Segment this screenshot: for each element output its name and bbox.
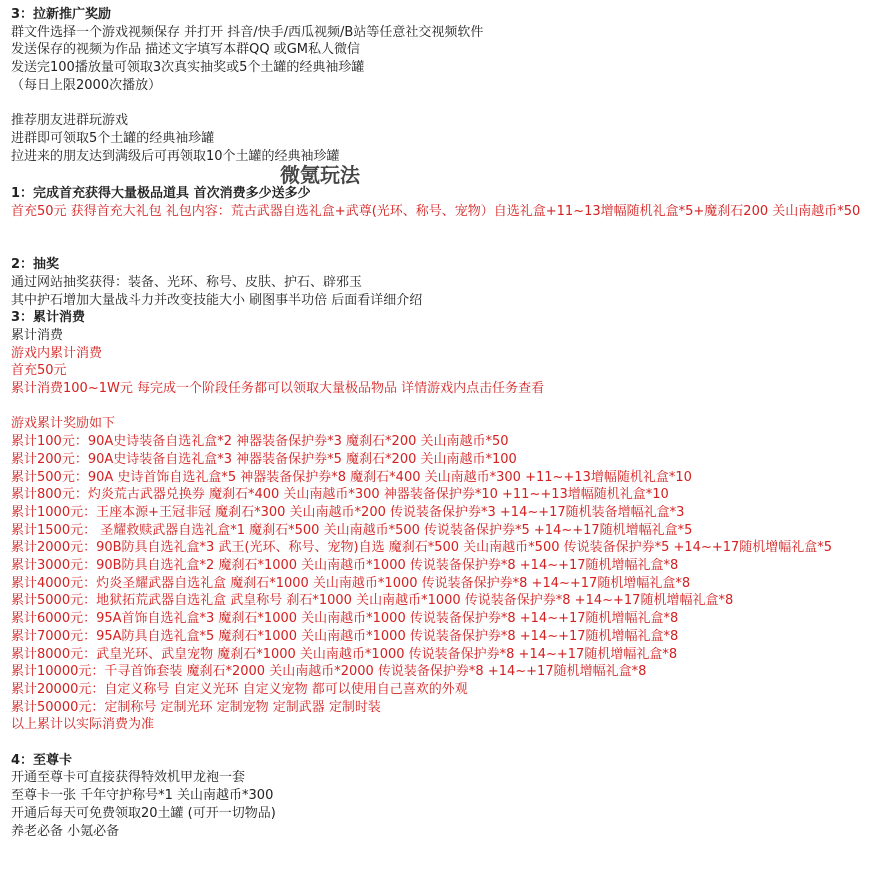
text-line: 开通至尊卡可直接获得特效机甲龙袍一套 — [11, 770, 246, 786]
reward-item: 累计1500元： 圣耀救赎武器自选礼盒*1 魔刹石*500 关山南越币*500 传说装备保护券*5 +14~+17随机增幅礼盒*5 — [11, 522, 693, 538]
reward-note: 以上累计以实际消费为准 — [11, 717, 155, 733]
spacer — [11, 95, 867, 113]
spacer — [11, 398, 867, 416]
text-line: 至尊卡一张 千年守护称号*1 关山南越币*300 — [11, 788, 274, 804]
reward-item: 累计4000元：灼炎圣耀武器自选礼盒 魔刹石*1000 关山南越币*1000 传说装备保护券*8 +14~+17随机增幅礼盒*8 — [11, 575, 691, 591]
spacer — [11, 734, 867, 752]
section-heading: 3：累计消费 — [11, 310, 86, 326]
rewards-title: 游戏累计奖励如下 — [11, 416, 116, 432]
text-line: 推荐朋友进群玩游戏 — [11, 113, 129, 129]
reward-item: 累计5000元：地狱拓荒武器自选礼盒 武皇称号 刹石*1000 关山南越币*1000 传说装备保护券*8 +14~+17随机增幅礼盒*8 — [11, 593, 734, 609]
text-line: 拉进来的朋友达到满级后可再领取10个土罐的经典袖珍罐 — [11, 148, 340, 164]
reward-item: 累计10000元：千寻首饰套装 魔刹石*2000 关山南越币*2000 传说装备保护券*8 +14~+17随机增幅礼盒*8 — [11, 664, 647, 680]
text-line: 发送保存的视频为作品 描述文字填写本群QQ 或GM私人微信 — [11, 42, 361, 58]
text-line: 累计消费 — [11, 327, 64, 343]
text-line: 通过网站抽奖获得：装备、光环、称号、皮肤、护石、辟邪玉 — [11, 274, 363, 290]
red-text: 首充50元 — [11, 363, 67, 379]
document-body — [11, 6, 867, 840]
text-line: 其中护石增加大量战斗力并改变技能大小 刷图事半功倍 后面看详细介绍 — [11, 292, 423, 308]
reward-item: 累计100元：90A史诗装备自选礼盒*2 神器装备保护券*3 魔刹石*200 关山南越币*50 — [11, 434, 509, 450]
reward-item: 累计1000元：王座本源+王冠非冠 魔刹石*300 关山南越币*200 传说装备保护券*3 +14~+17随机装备增幅礼盒*3 — [11, 504, 685, 520]
page-title: 微氪玩法 — [280, 163, 360, 188]
text-line: 发送完100播放量可领取3次真实抽奖或5个土罐的经典袖珍罐 — [11, 60, 365, 76]
text-line: （每日上限2000次播放） — [11, 77, 162, 93]
reward-item: 累计50000元：定制称号 定制光环 定制宠物 定制武器 定制时装 — [11, 699, 381, 715]
reward-item: 累计2000元：90B防具自选礼盒*3 武王(光环、称号、宠物)自选 魔刹石*500 关山南越币*500 传说装备保护券*5 +14~+17随机增幅礼盒*5 — [11, 540, 833, 556]
section-heading: 2：抽奖 — [11, 257, 60, 273]
section-heading: 3：拉新推广奖励 — [11, 7, 112, 22]
reward-item: 累计7000元：95A防具自选礼盒*5 魔刹石*1000 关山南越币*1000 传说装备保护券*8 +14~+17随机增幅礼盒*8 — [11, 628, 679, 644]
spacer — [11, 221, 867, 239]
reward-item: 累计200元：90A史诗装备自选礼盒*3 神器装备保护券*5 魔刹石*200 关山南越币*100 — [11, 451, 517, 467]
section-heading: 4：至尊卡 — [11, 752, 73, 768]
section-heading: 1：完成首充获得大量极品道具 首次消费多少送多少 — [11, 186, 311, 202]
reward-item: 累计8000元：武皇光环、武皇宠物 魔刹石*1000 关山南越币*1000 传说装备保护券*8 +14~+17随机增幅礼盒*8 — [11, 646, 678, 662]
text-line: 群文件选择一个游戏视频保存 并打开 抖音/快手/西瓜视频/B站等任意社交视频软件 — [11, 24, 484, 40]
rewards-list — [11, 433, 867, 734]
spacer — [11, 238, 867, 256]
reward-item: 累计20000元：自定义称号 自定义光环 自定义宠物 都可以使用自己喜欢的外观 — [11, 681, 468, 697]
red-text: 首充50元 获得首充大礼包 礼包内容：荒古武器自选礼盒+武尊(光环、称号、宠物）自选礼盒+11~13增幅随机礼盒*5+魔刹石200 关山南越币*50 — [11, 204, 861, 220]
reward-item: 累计800元：灼炎荒古武器兑换券 魔刹石*400 关山南越币*300 神器装备保护券*10 +11~+13增幅随机礼盒*10 — [11, 487, 669, 503]
reward-item: 累计3000元：90B防具自选礼盒*2 魔刹石*1000 关山南越币*1000 传说装备保护券*8 +14~+17随机增幅礼盒*8 — [11, 558, 679, 574]
text-line: 开通后每天可免费领取20土罐 (可开一切物品) — [11, 805, 276, 821]
reward-item: 累计6000元：95A首饰自选礼盒*3 魔刹石*1000 关山南越币*1000 传说装备保护券*8 +14~+17随机增幅礼盒*8 — [11, 611, 679, 627]
red-text: 游戏内累计消费 — [11, 345, 103, 361]
reward-item: 累计500元：90A 史诗首饰自选礼盒*5 神器装备保护券*8 魔刹石*400 关山南越币*300 +11~+13增幅随机礼盒*10 — [11, 469, 692, 485]
red-text: 累计消费100~1W元 每完成一个阶段任务都可以领取大量极品物品 详情游戏内点击任务查看 — [11, 381, 545, 397]
text-line: 进群即可领取5个土罐的经典袖珍罐 — [11, 130, 215, 146]
text-line: 养老必备 小氪必备 — [11, 823, 120, 839]
